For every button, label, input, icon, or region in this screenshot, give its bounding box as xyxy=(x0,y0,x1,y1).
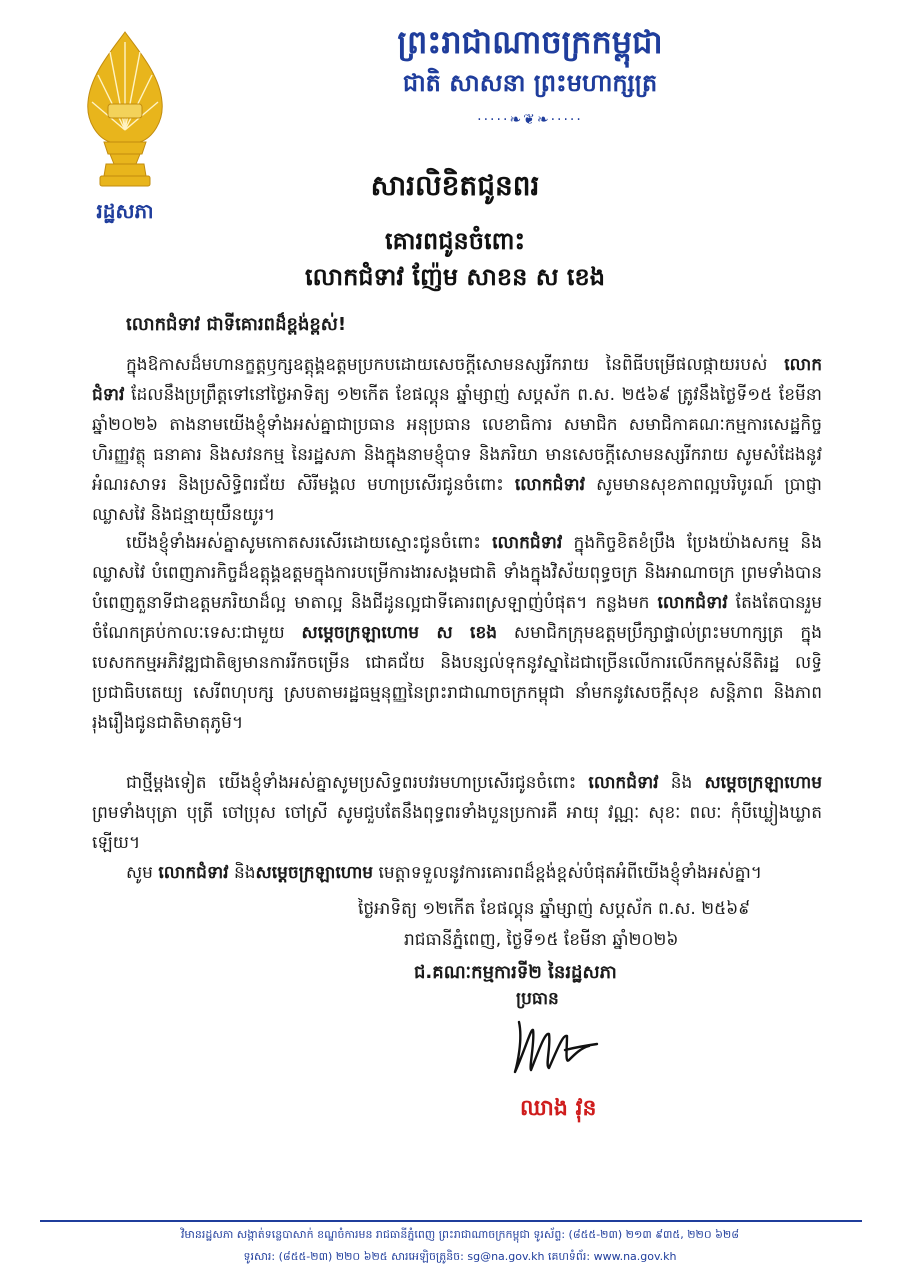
paragraph-2-bold-b: លោកជំទាវ xyxy=(657,593,728,613)
paragraph-1-bold-b: លោកជំទាវ xyxy=(514,475,586,495)
paragraph-3-text-c: ព្រមទាំងបុត្រា បុត្រី ចៅប្រុស ចៅស្រី សូមជួបតែនឹងពុទ្ធពរទាំងបួនប្រការគឺ អាយុ វណ្ណៈ សុខៈ ពលៈ កុំបីឃ្លៀងឃ្លាតឡើយ។ xyxy=(92,803,822,853)
paragraph-2-text-c: តែងតែបានរួមចំណែកគ្រប់កាលៈទេសៈជាមួយ xyxy=(92,593,823,643)
national-motto: ជាតិ សាសនា ព្រះមហាក្សត្រ xyxy=(402,69,658,97)
letter-addressee-name: លោកជំទាវ ញ៉ែម សាខន ស ខេង xyxy=(304,263,606,291)
paragraph-2-bold-a: លោកជំទាវ xyxy=(492,533,563,553)
paragraph-1 xyxy=(92,350,822,530)
emblem-caption: រដ្ឋសភា xyxy=(96,199,154,223)
paragraph-1-text-c: សូមមានសុខភាពល្អបរិបូរណ៍ ប្រាជ្ញាឈ្លាសវៃ និងជន្មាយុយឺនយូរ។ xyxy=(92,475,822,525)
signatory-committee: ជ.គណៈកម្មការទី២ នៃរដ្ឋសភា xyxy=(414,962,617,983)
paragraph-4-text-b: និង xyxy=(228,863,256,883)
footer-divider xyxy=(40,1220,862,1222)
paragraph-1-text-a: ក្នុងឱកាសដ៏មហានក្ខត្តឫក្សឧត្តុង្គឧត្តមប្រកបដោយសេចក្តីសោមនស្សរីករាយ នៃពិធីបម្រើផលផ្កាយរបស់ xyxy=(126,355,785,375)
paragraph-3-text-b: និង xyxy=(658,773,705,793)
paragraph-4-bold-b: សម្តេចក្រឡាហោម xyxy=(255,863,374,883)
paragraph-4-bold-a: លោកជំទាវ xyxy=(158,863,229,883)
paragraph-1-text-b: ដែលនឹងប្រព្រឹត្តទៅនៅថ្ងៃអាទិត្យ ១២កើត ខែផល្គុន ឆ្នាំម្សាញ់ សប្តស័ក ព.ស. ២៥៦៩ ត្រូវនឹងថ្ងៃទី១៥ ខែមីនា ឆ្នាំ២០២៦ តាងនាមយើងខ្ញុំទាំងអស់គ្នាជាប្រធាន អនុប្រធាន លេខាធិការ សមាជិក សមាជិកាគណៈកម្មការសេដ្ឋកិច្ច ហិរញ្ញវត្ថុ ធនាគារ និងសវនកម្ម នៃរដ្ឋសភា និងក្នុងនាមខ្ញុំបាទ និងភរិយា មានសេចក្តីសោមនស្សរីករាយ សូមសំដែងនូវអំណរសាទរ និងប្រសិទ្ធិពរជ័យ សិរីមង្គល មហាប្រសើរជូនចំពោះ xyxy=(92,385,822,495)
paragraph-3 xyxy=(92,768,822,858)
kingdom-heading: ព្រះរាជាណាចក្រកម្ពុជា xyxy=(397,23,663,61)
paragraph-4-text-a: សូម xyxy=(126,863,159,883)
lunar-date: ថ្ងៃអាទិត្យ ១២កើត ខែផល្គុន ឆ្នាំម្សាញ់ សប្តស័ក ព.ស. ២៥៦៩ xyxy=(358,899,751,919)
letter-addressee-intro: គោរពជូនចំពោះ xyxy=(384,227,526,255)
paragraph-2-text-d: សមាជិកក្រុមឧត្តមប្រឹក្សាផ្ទាល់ព្រះមហាក្សត្រ ក្នុងបេសកកម្មអភិវឌ្ឍជាតិឲ្យមានការរីកចម្រើន ជោគជ័យ និងបន្សល់ទុកនូវស្នាដៃជាច្រើនលើការលើកកម្ពស់នីតិរដ្ឋ លទ្ធិប្រជាធិបតេយ្យ សេរីពហុបក្ស ស្របតាមរដ្ឋធម្មនុញ្ញនៃព្រះរាជាណាចក្រកម្ពុជា នាំមកនូវសេចក្តីសុខ សន្តិភាព និងភាពរុងរឿងជូនជាតិមាតុភូមិ។ xyxy=(92,623,822,733)
handwritten-signature-icon xyxy=(505,1010,605,1085)
letter-title: សារលិខិតជូនពរ xyxy=(370,169,540,202)
solar-date: រាជធានីភ្នំពេញ, ថ្ងៃទី១៥ ខែមីនា ឆ្នាំ២០២៦ xyxy=(404,930,679,950)
ornament-divider: ·····❧❦❧····· xyxy=(477,112,583,128)
signatory-role: ប្រធាន xyxy=(516,989,559,1009)
footer-address: វិមានរដ្ឋសភា សង្កាត់ទន្លេបាសាក់ ខណ្ឌចំការមន រាជធានីភ្នំពេញ ព្រះរាជាណាចក្រកម្ពុជា ទូរស័ព្ទ: (៨៥៥-២៣) ២១៣ ៩៣៥, ២២០ ៦២៨ xyxy=(180,1228,740,1241)
paragraph-3-bold-a: លោកជំទាវ xyxy=(588,773,659,793)
salutation: លោកជំទាវ ជាទីគោរពដ៏ខ្ពង់ខ្ពស់! xyxy=(126,314,347,335)
paragraph-1-bold-a: លោកជំទាវ xyxy=(92,355,822,405)
paragraph-2-text-b: ក្នុងកិច្ចខិតខំប្រឹង ប្រែងយ៉ាងសកម្ម និងឈ្លាសវៃ បំពេញភារកិច្ចដ៏ឧត្តុង្គឧត្តមក្នុងការបម្រើការងារសង្គមជាតិ ទាំងក្នុងវិស័យពុទ្ធចក្រ និងអាណាចក្រ ព្រមទាំងបានបំពេញតួនាទីជាឧត្តមភរិយាដ៏ល្អ មាតាល្អ និងជីដូនល្អជាទីគោរពស្រឡាញ់បំផុត។ កន្លងមក xyxy=(92,533,822,613)
paragraph-2 xyxy=(92,528,822,738)
footer-contacts: ទូរសារ: (៨៥៥-២៣) ២២០ ៦២៥ សារអេឡិចត្រូនិច: sg@na.gov.kh គេហទំព័រ: www.na.gov.kh xyxy=(243,1250,677,1263)
national-assembly-emblem-icon xyxy=(80,30,170,190)
paragraph-4 xyxy=(92,858,822,888)
paragraph-3-text-a: ជាថ្មីម្តងទៀត យើងខ្ញុំទាំងអស់គ្នាសូមប្រសិទ្ធពរបវរមហាប្រសើរជូនចំពោះ xyxy=(126,773,589,793)
paragraph-4-text-c: មេត្តាទទួលនូវការគោរពដ៏ខ្ពង់ខ្ពស់បំផុតអំពីយើងខ្ញុំទាំងអស់គ្នា។ xyxy=(373,863,762,883)
paragraph-3-bold-b: សម្តេចក្រឡាហោម xyxy=(704,773,822,793)
paragraph-2-text-a: យើងខ្ញុំទាំងអស់គ្នាសូមកោតសរសើរដោយស្មោះជូនចំពោះ xyxy=(126,533,493,553)
signatory-name: ឈាង វុន xyxy=(520,1096,597,1121)
paragraph-2-bold-c: សម្តេចក្រឡាហោម ស ខេង xyxy=(301,623,498,643)
